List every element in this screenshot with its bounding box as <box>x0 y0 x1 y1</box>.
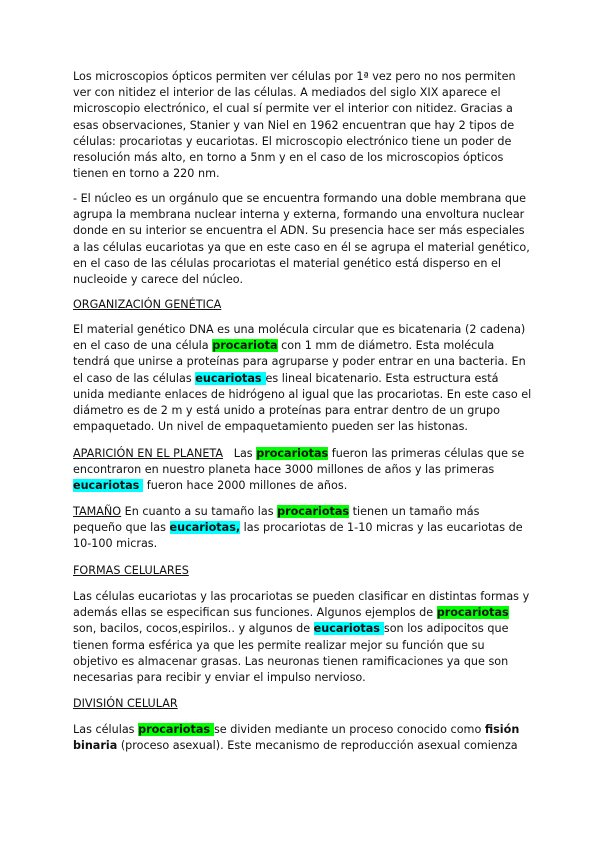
highlight-eucariota: eucariotas <box>313 622 384 636</box>
text-line: donde en su interior se encuentra el ADN. Su presencia hace ser más especiales <box>73 224 525 238</box>
text-line: tienen en torno a 220 nm. <box>73 167 220 181</box>
highlight-procariota: procariotas <box>256 447 329 460</box>
text-line: microscopio electrónico, el cual sí permite ver el interior con nitidez. Gracias a <box>73 102 513 116</box>
text-line: empaquetado. Un nivel de empaquetamiento pueden ser las histonas. <box>73 420 468 434</box>
highlight-eucariota: eucariotas <box>73 479 144 493</box>
text-run: es lineal bicatenario. Esta estructura está <box>265 371 499 385</box>
intro-paragraph <box>73 69 528 182</box>
section-formas-celulares <box>73 563 528 579</box>
text-line: El material genético DNA es una molécula circular que es bicatenaria (2 cadena) <box>73 323 526 336</box>
text-line: agrupa la membrana nuclear interna y externa, formando una envoltura nuclear <box>73 208 525 222</box>
text-line: resolución más alto, en torno a 5nm y en el caso de los microscopios ópticos <box>73 150 504 164</box>
bold-term: binaria <box>73 739 118 753</box>
organizacion-paragraph <box>73 322 532 435</box>
text-run: son, bacilos, cocos,espirilos.. y algunos de <box>73 622 314 636</box>
text-line: objetivo es almacenar grasas. Las neuronas tienen ramificaciones ya que son <box>73 654 509 668</box>
text-run: con 1 mm de diámetro. Esta molécula <box>277 339 495 353</box>
text-run: además ellas se especifican sus funciones. Algunos ejemplos de <box>73 606 437 620</box>
text-run: fueron las primeras células que se <box>328 447 525 460</box>
text-run: son los adipocitos que <box>383 622 509 636</box>
text-run: En cuanto a su tamaño las <box>121 505 278 518</box>
nucleus-paragraph <box>73 191 528 288</box>
highlight-procariota: procariota <box>212 339 278 353</box>
text-line: diámetro es de 2 m y está unido a proteínas para entrar dentro de un grupo <box>73 403 500 417</box>
section-heading: FORMAS CELULARES <box>73 564 189 577</box>
section-division-celular <box>73 696 528 712</box>
text-run: las procariotas de 1-10 micras y las eucariotas de <box>240 521 523 535</box>
text-run: el caso de las células <box>73 371 196 385</box>
text-run: se dividen mediante un proceso conocido como <box>213 723 485 736</box>
highlight-eucariota: eucariotas <box>195 371 266 385</box>
text-run: (proceso asexual). Este mecanismo de reproducción asexual comienza <box>117 739 518 753</box>
text-line: tienen forma esférica ya que les permite realizar mejor su función que su <box>73 638 485 652</box>
text-line: necesarias para recibir y enviar el impulso nervioso. <box>73 670 366 684</box>
text-line: encontraron en nuestro planeta hace 3000 millones de años y las primeras <box>73 463 495 477</box>
text-line: células: procariotas y eucariotas. El microscopio electrónico tiene un poder de <box>73 134 512 148</box>
section-organizacion-genetica <box>73 297 528 313</box>
section-aparicion <box>73 446 528 495</box>
section-heading: DIVISIÓN CELULAR <box>73 697 178 710</box>
section-heading: TAMAÑO <box>73 505 122 518</box>
text-run: Las <box>223 447 257 460</box>
text-line: 10-100 micras. <box>73 537 158 551</box>
highlight-procariota: procariotas <box>138 723 214 736</box>
text-run: tienen un tamaño más <box>349 505 480 518</box>
text-run: fueron hace 2000 millones de años. <box>143 479 348 493</box>
formas-paragraph <box>73 589 528 686</box>
text-line: tendrá que unirse a proteínas para agruparse y poder entrar en una bacteria. En <box>73 355 526 369</box>
text-run: en el caso de una célula <box>73 339 213 353</box>
highlight-procariota: procariotas <box>436 606 509 620</box>
section-heading: APARICIÓN EN EL PLANETA <box>73 447 224 460</box>
text-run: pequeño que las <box>73 521 170 535</box>
text-line: nucleoide y carece del núcleo. <box>73 272 244 286</box>
text-line: - El núcleo es un orgánulo que se encuentra formando una doble membrana que <box>73 192 526 205</box>
text-line: esas observaciones, Stanier y van Niel en 1962 encuentran que hay 2 tipos de <box>73 118 515 132</box>
highlight-eucariota: eucariotas, <box>169 521 241 535</box>
text-line: en el caso de las células procariotas el material genético está disperso en el <box>73 256 501 270</box>
text-line: Las células eucariotas y las procariotas se pueden clasificar en distintas formas y <box>73 590 530 603</box>
text-line: ver con nitidez el interior de las células. A mediados del siglo XIX aparece el <box>73 86 501 100</box>
section-tamano <box>73 504 528 553</box>
division-paragraph <box>73 722 528 754</box>
highlight-procariota: procariotas <box>277 505 350 518</box>
text-line: unida mediante enlaces de hidrógeno al igual que las procariotas. En este caso el <box>73 387 532 401</box>
text-line: Los microscopios ópticos permiten ver células por 1ª vez pero no nos permiten <box>73 70 516 83</box>
text-line: a las células eucariotas ya que en este caso en él se agrupa el material genético, <box>73 240 530 254</box>
text-run: Las células <box>73 723 139 736</box>
bold-term: fisión <box>484 723 520 736</box>
section-heading: ORGANIZACIÓN GENÉTICA <box>73 298 222 311</box>
